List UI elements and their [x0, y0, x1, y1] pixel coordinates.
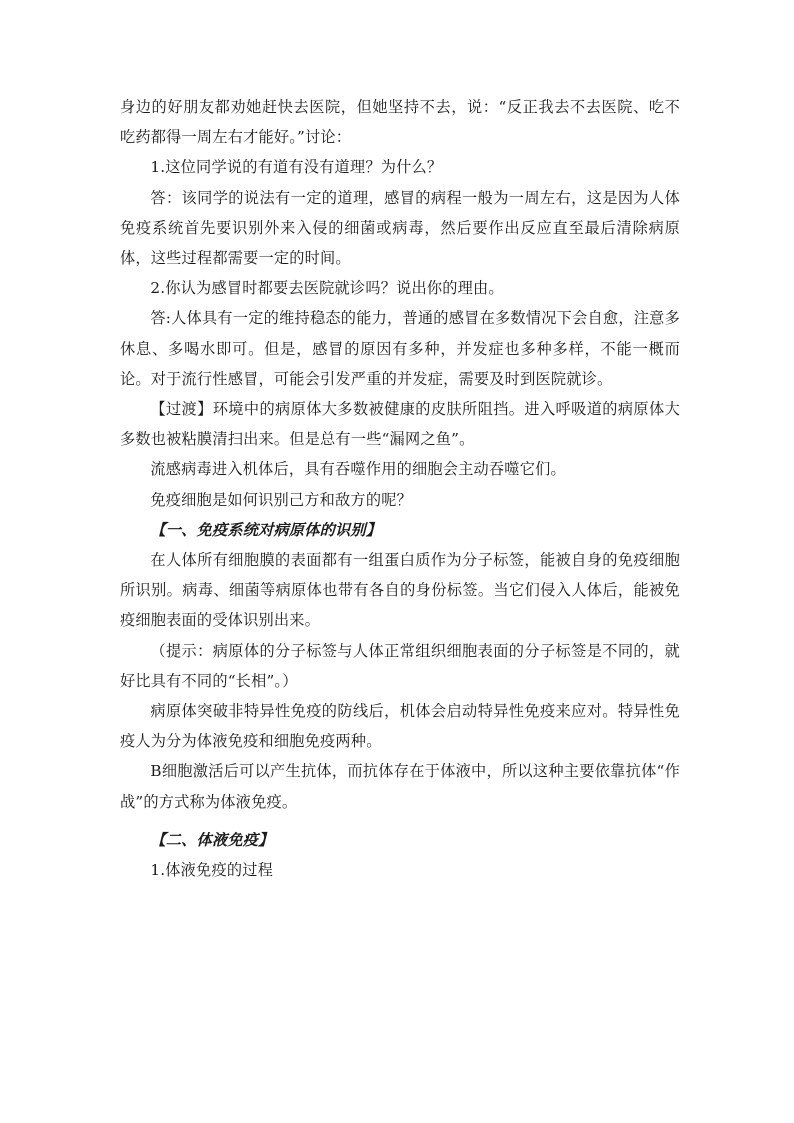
- section-heading-1: 【一、免疫系统对病原体的识别】: [150, 520, 382, 539]
- question-1: 1.这位同学说的有道有没有道理？为什么？: [150, 158, 443, 177]
- paragraph-intro-continuation: 身边的好朋友都劝她赶快去医院，但她坚持不去，说：“反正我去不去医院、吃不吃药都得一周左右才能好。”讨论：: [120, 98, 680, 147]
- answer-1: 答：该同学的说法有一定的道理，感冒的病程一般为一周左右，这是因为人体免疫系统首先要识别外来入侵的细菌或病毒，然后要作出反应直至最后清除病原体，这些过程都需要一定的时间。: [120, 188, 680, 268]
- transition-paragraph: 【过渡】环境中的病原体大多数被健康的皮肤所阻挡。进入呼吸道的病原体大多数也被粘膜清扫出来。但是总有一些“漏网之鱼”。: [120, 400, 680, 449]
- section-heading-2: 【二、体液免疫】: [150, 830, 274, 849]
- subsection-humoral-process: 1.体液免疫的过程: [150, 861, 273, 880]
- paragraph-specific-immunity: 病原体突破非特异性免疫的防线后，机体会启动特异性免疫来应对。特异性免疫人为分为体液免疫和细胞免疫两种。: [120, 702, 680, 751]
- question-2: 2.你认为感冒时都要去医院就诊吗？说出你的理由。: [150, 279, 504, 298]
- answer-2: 答:人体具有一定的维持稳态的能力，普通的感冒在多数情况下会自愈，注意多休息、多喝水即可。但是，感冒的原因有多种，并发症也多种多样，不能一概而论。对于流行性感冒，可能会引发严重的并发症，需要及时到医院就诊。: [120, 309, 680, 388]
- paragraph-question-recognition: 免疫细胞是如何识别己方和敌方的呢？: [150, 490, 412, 509]
- paragraph-hint: （提示：病原体的分子标签与人体正常组织细胞表面的分子标签是不同的，就好比具有不同的“长相”。）: [120, 641, 680, 690]
- paragraph-flu-virus: 流感病毒进入机体后，具有吞噬作用的细胞会主动吞噬它们。: [150, 460, 566, 479]
- document-body: [120, 92, 680, 885]
- paragraph-molecular-labels: 在人体所有细胞膜的表面都有一组蛋白质作为分子标签，能被自身的免疫细胞所识别。病毒、细菌等病原体也带有各自的身份标签。当它们侵入人体后，能被免疫细胞表面的受体识别出来。: [120, 551, 680, 630]
- paragraph-b-cell: B细胞激活后可以产生抗体，而抗体存在于体液中，所以这种主要依靠抗体“作战”的方式称为体液免疫。: [120, 762, 680, 811]
